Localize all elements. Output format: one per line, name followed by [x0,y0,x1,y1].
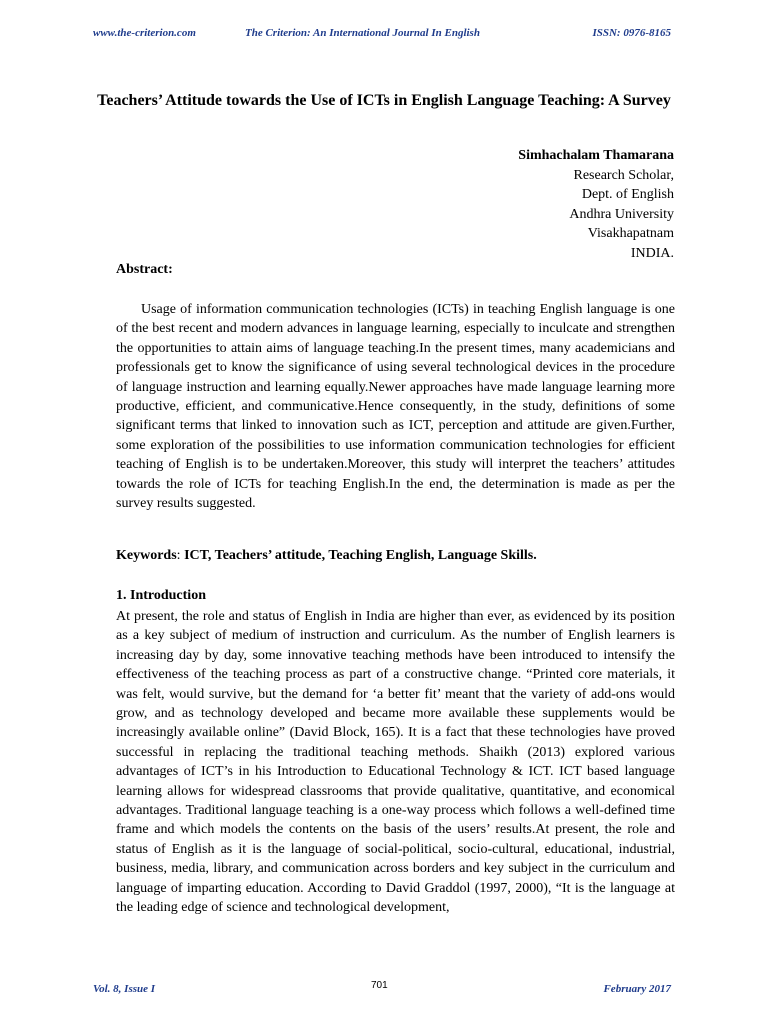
author-affiliation-line: Visakhapatnam [587,226,674,241]
issn-number: ISSN: 0976-8165 [592,27,671,39]
running-header [93,27,671,43]
volume-issue: Vol. 8, Issue I [93,983,156,995]
paper-title: Teachers’ Attitude towards the Use of ICTs in English Language Teaching: A Survey [97,92,671,109]
running-footer [93,980,671,996]
author-name: Simhachalam Thamarana [518,148,674,163]
author-affiliation-line: Dept. of English [581,187,674,202]
abstract-text: Usage of information communication technologies (ICTs) in teaching English language is one of the best recent and modern advances in language learning, especially to inculcate and strengthen the opportunities to attain aims of language teaching.In the present times, many academicians and professionals get to know the significance of using several technological devices in the procedure of language instruction and learning equally.Newer approaches have made language learning more productive, efficient, and communicative.Hence consequently, in the study, definitions of some significant terms that linked to innovation such as ICT, perception and attitude are given.Further, some exploration of the possibilities to use information communication technologies for efficient teaching of English is to be undertaken.Moreover, this study will interpret the teachers’ attitudes towards the role of ICTs for teaching English.In the end, the determination is made as per the survey results suggested. [116,302,675,512]
journal-name: The Criterion: An International Journal In English [245,27,480,39]
abstract-heading: Abstract: [116,262,173,277]
keywords-label: Keywords [116,548,177,563]
keywords-line [116,548,537,564]
author-affiliation-line: Andhra University [569,206,674,222]
page-number: 701 [371,980,388,991]
author-affiliation-line: INDIA. [630,245,674,261]
introduction-heading: 1. Introduction [116,588,206,603]
author-block [518,146,674,263]
keywords-separator: : [176,548,185,563]
introduction-text: At present, the role and status of English in India are higher than ever, as evidenced by its position as a key subject of medium of instruction and curriculum. As the number of English learners is increasing day by day, some innovative teaching methods have been introduced to intensify the effectiveness of the teaching process as part of a constructive change. “Printed core materials, it was felt, would survive, but the demand for ‘a better fit’ meant that the variety of add-ons would grow, and as technology developed and became more available these supplements would be increasingly available online” (David Block, 165). It is a fact that these technologies have proved successful in replacing the traditional teaching methods. Shaikh (2013) explored various advantages of ICT’s in his Introduction to Educational Technology & ICT. ICT based language learning allows for widespread classrooms that provide qualitative, quantitative, and economical advantages. Traditional language teaching is a one-way process which follows a well-defined time frame and which models the contents on the basis of the users’ results.At present, the role and status of English as it is the language of social-political, socio-cultural, educational, industrial, business, media, library, and communication across borders and key subject in the curriculum and language of imparting education. According to David Graddol (1997, 2000), “It is the language at the leading edge of science and technological development, [116,609,675,916]
journal-website-link[interactable]: www.the-criterion.com [93,27,196,39]
keywords-values: ICT, Teachers’ attitude, Teaching English, Language Skills. [184,548,537,563]
author-affiliation-line: Research Scholar, [573,167,674,183]
publication-date: February 2017 [603,983,671,995]
